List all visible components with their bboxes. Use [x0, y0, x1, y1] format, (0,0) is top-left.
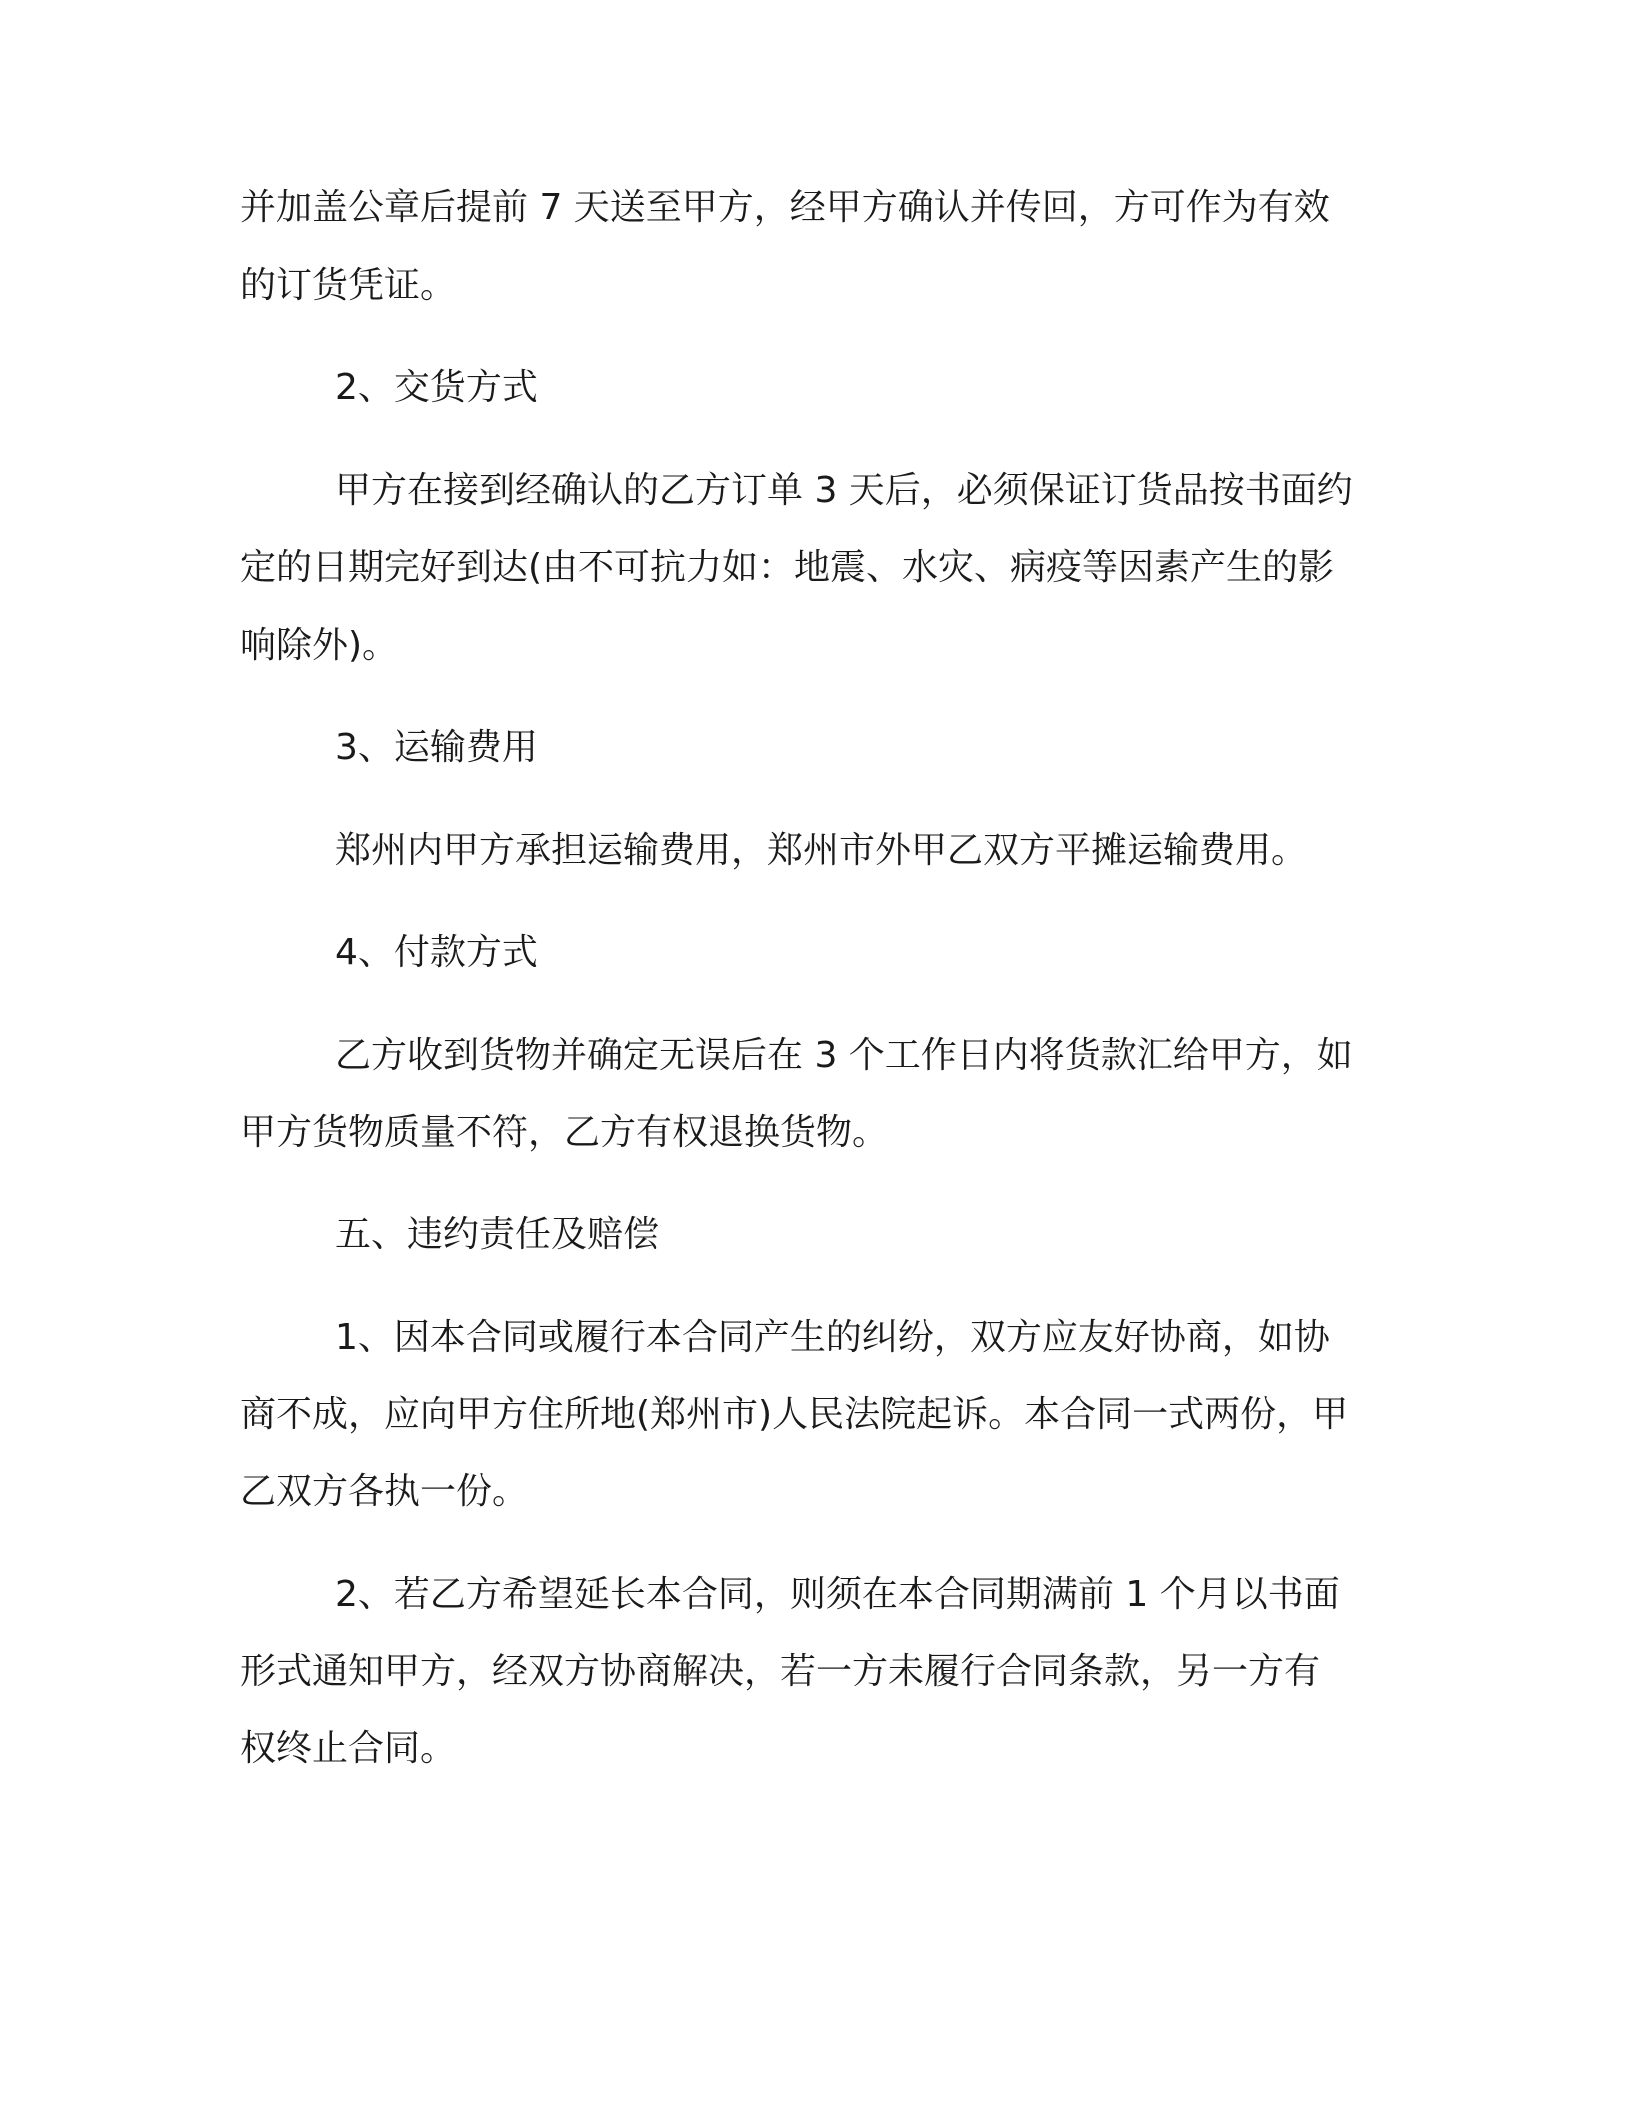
paragraph-line: 并加盖公章后提前 7 天送至甲方，经甲方确认并传回，方可作为有效 [240, 187, 1330, 228]
paragraph-line: 商不成，应向甲方住所地(郑州市)人民法院起诉。本合同一式两份，甲 [240, 1394, 1349, 1435]
paragraph-line: 1、因本合同或履行本合同产生的纠纷，双方应友好协商，如协 [335, 1317, 1330, 1358]
section-heading-transport: 3、运输费用 [335, 727, 538, 768]
paragraph-line: 甲方货物质量不符，乙方有权退换货物。 [240, 1112, 889, 1153]
paragraph-line: 的订货凭证。 [240, 265, 457, 306]
paragraph-line: 响除外)。 [240, 625, 399, 666]
paragraph-line: 形式通知甲方，经双方协商解决，若一方未履行合同条款，另一方有 [240, 1651, 1321, 1692]
paragraph-line: 甲方在接到经确认的乙方订单 3 天后，必须保证订货品按书面约 [335, 470, 1353, 511]
paragraph-line: 乙双方各执一份。 [240, 1471, 529, 1512]
section-heading-delivery: 2、交货方式 [335, 367, 538, 408]
paragraph-line: 定的日期完好到达(由不可抗力如：地震、水灾、病疫等因素产生的影 [240, 547, 1335, 588]
paragraph-line: 乙方收到货物并确定无误后在 3 个工作日内将货款汇给甲方，如 [335, 1035, 1353, 1076]
paragraph-line: 2、若乙方希望延长本合同，则须在本合同期满前 1 个月以书面 [335, 1574, 1340, 1615]
section-heading-payment: 4、付款方式 [335, 932, 538, 973]
section-heading-liability: 五、违约责任及赔偿 [335, 1214, 660, 1255]
paragraph-line: 郑州内甲方承担运输费用，郑州市外甲乙双方平摊运输费用。 [335, 830, 1308, 871]
paragraph-line: 权终止合同。 [240, 1728, 457, 1769]
